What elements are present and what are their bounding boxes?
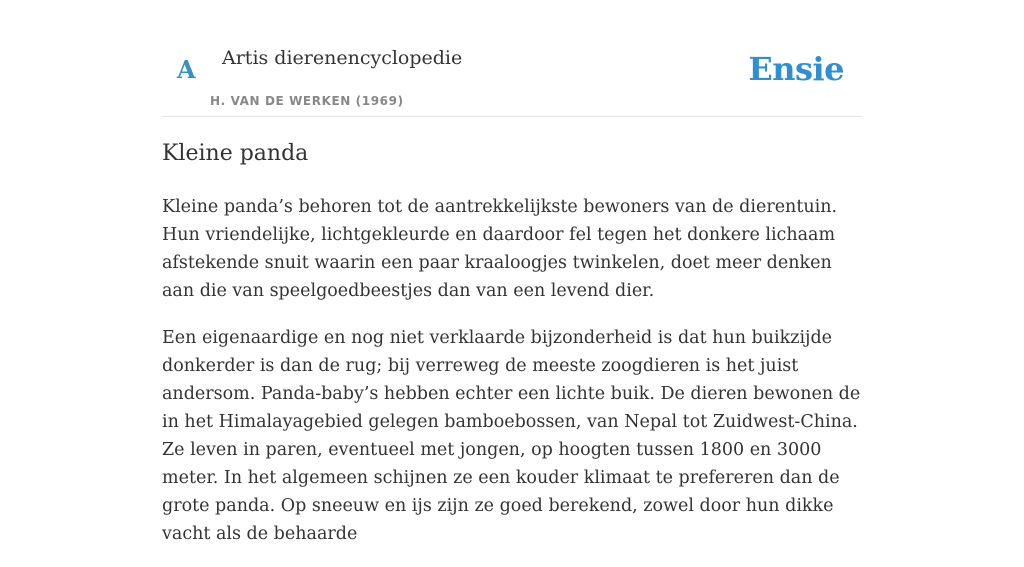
letter-index-link[interactable]: A bbox=[177, 55, 196, 84]
entry-title: Kleine panda bbox=[162, 141, 309, 166]
book-header bbox=[162, 0, 862, 117]
book-title-link[interactable]: Artis dierenencyclopedie bbox=[222, 47, 463, 69]
article-paragraph: Een eigenaardige en nog niet verklaarde bijzonderheid is dat hun buikzijde donkerder is dan de rug; bij verreweg de meeste zoogdieren is het juist andersom. Panda-baby’s hebben echter een lichte buik. De dieren bewonen de in het Himalayagebied gelegen bamboebossen, van Nepal tot Zuidwest-China. Ze leven in paren, eventueel met jongen, op hoogten tussen 1800 en 3000 meter. In het algemeen schijnen ze een kouder klimaat te prefereren dan de grote panda. Op sneeuw en ijs zijn ze goed berekend, zowel door hun dikke vacht als de behaarde bbox=[162, 328, 861, 544]
article-paragraph: Kleine panda’s behoren tot de aantrekkelijkste bewoners van de dierentuin. Hun vriendelijke, lichtgekleurde en daardoor fel tegen het donkere lichaam afstekende snuit waarin een paar kraaloogjes twinkelen, doet meer denken aan die van speelgoedbeestjes dan van een levend dier. bbox=[162, 197, 838, 301]
brand-logo[interactable]: Ensie bbox=[748, 50, 844, 88]
article bbox=[162, 138, 862, 567]
book-author: H. VAN DE WERKEN (1969) bbox=[210, 94, 404, 108]
